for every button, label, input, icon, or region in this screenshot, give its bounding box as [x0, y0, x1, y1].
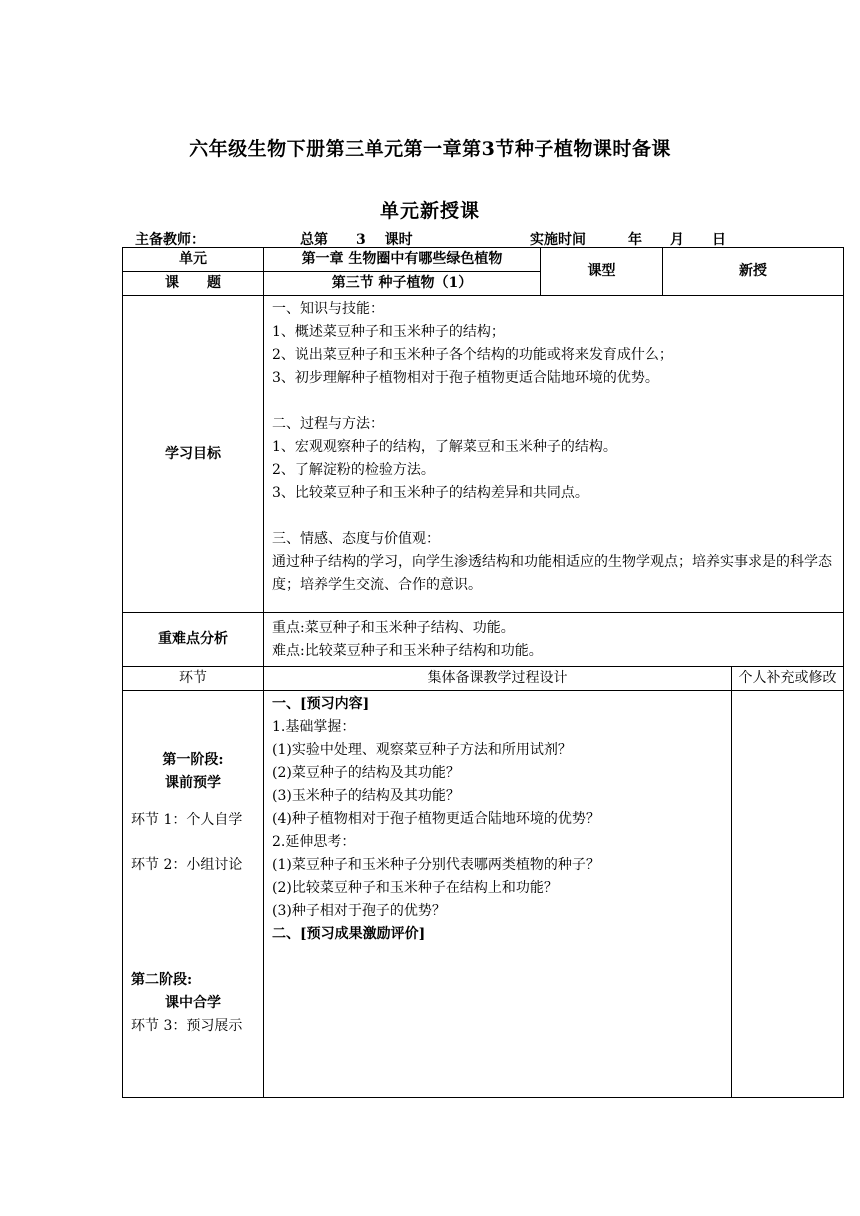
objective-line: 三、情感、态度与价值观： — [272, 531, 440, 547]
process-row — [123, 691, 844, 1098]
header-design: 集体备课教学过程设计 — [264, 667, 732, 691]
process-line: (1)实验中处理、观察菜豆种子方法和所用试剂？ — [272, 742, 572, 758]
process-heading: 一、[预习内容] — [272, 696, 370, 712]
objective-line: 2、了解淀粉的检验方法。 — [272, 462, 435, 478]
process-line: (2)比较菜豆种子和玉米种子在结构上和功能？ — [272, 880, 558, 896]
teacher-label: 主备教师： — [135, 232, 205, 248]
header-personal: 个人补充或修改 — [732, 667, 844, 691]
key-points-row — [123, 613, 844, 667]
stage2-subtitle: 课中合学 — [165, 995, 221, 1011]
implementation-time: 实施时间 年 月 日 — [530, 232, 726, 248]
objective-line: 一、知识与技能： — [272, 301, 384, 317]
process-header-row — [123, 667, 844, 691]
objective-line: 通过种子结构的学习，向学生渗透结构和功能相适应的生物学观点；培养实事求是的科学态度；培养学生交流、合作的意识。 — [272, 554, 832, 593]
key-points-content — [264, 613, 844, 667]
objective-line: 3、比较菜豆种子和玉米种子的结构差异和共同点。 — [272, 485, 589, 501]
stage1-title: 第一阶段: — [162, 752, 224, 768]
header-stage: 环节 — [123, 667, 264, 691]
step-2: 环节 2：小组讨论 — [131, 857, 243, 873]
stage1-subtitle: 课前预学 — [165, 775, 221, 791]
document-subtitle: 单元新授课 — [379, 200, 480, 222]
objective-line: 2、说出菜豆种子和玉米种子各个结构的功能或将来发育成什么； — [272, 347, 673, 363]
type-value: 新授 — [663, 248, 844, 296]
blank-line — [272, 390, 835, 413]
process-line: (3)玉米种子的结构及其功能？ — [272, 788, 460, 804]
key-points-label: 重难点分析 — [123, 613, 264, 667]
stage-column — [123, 691, 264, 1098]
unit-row — [123, 248, 844, 272]
process-heading: 二、[预习成果激励评价] — [272, 926, 426, 942]
lesson-value: 第三节 种子植物（1） — [264, 272, 541, 296]
process-line: (4)种子植物相对于孢子植物更适合陆地环境的优势？ — [272, 811, 600, 827]
objectives-row — [123, 296, 844, 613]
blank-line — [272, 505, 835, 528]
process-line: (3)种子相对于孢子的优势？ — [272, 903, 446, 919]
objective-line: 1、宏观观察种子的结构，了解菜豆和玉米种子的结构。 — [272, 439, 617, 455]
process-line: (2)菜豆种子的结构及其功能？ — [272, 765, 460, 781]
process-design — [264, 691, 732, 1098]
step-1: 环节 1：个人自学 — [131, 812, 243, 828]
objectives-label: 学习目标 — [123, 296, 264, 613]
step-3: 环节 3：预习展示 — [131, 1018, 243, 1034]
lesson-label: 课 题 — [123, 272, 264, 296]
objectives-content — [264, 296, 844, 613]
objective-line: 1、概述菜豆种子和玉米种子的结构； — [272, 324, 505, 340]
unit-label: 单元 — [123, 248, 264, 272]
objective-line: 二、过程与方法： — [272, 416, 384, 432]
unit-value: 第一章 生物圈中有哪些绿色植物 — [264, 248, 541, 272]
objective-line: 3、初步理解种子植物相对于孢子植物更适合陆地环境的优势。 — [272, 370, 659, 386]
personal-notes-cell[interactable] — [732, 691, 844, 1098]
difficult-point: 难点:比较菜豆种子和玉米种子结构和功能。 — [272, 642, 543, 659]
total-lessons: 总第 3 课时 — [300, 232, 413, 248]
process-line: 2.延伸思考： — [272, 834, 356, 850]
document-title: 六年级生物下册第三单元第一章第3节种子植物课时备课 — [189, 138, 671, 160]
type-label: 课型 — [541, 248, 663, 296]
process-line: (1)菜豆种子和玉米种子分别代表哪两类植物的种子？ — [272, 857, 600, 873]
key-point: 重点:菜豆种子和玉米种子结构、功能。 — [272, 619, 515, 636]
lesson-plan-table — [122, 247, 844, 1098]
stage2-title: 第二阶段: — [131, 972, 193, 988]
process-line: 1.基础掌握： — [272, 719, 356, 735]
